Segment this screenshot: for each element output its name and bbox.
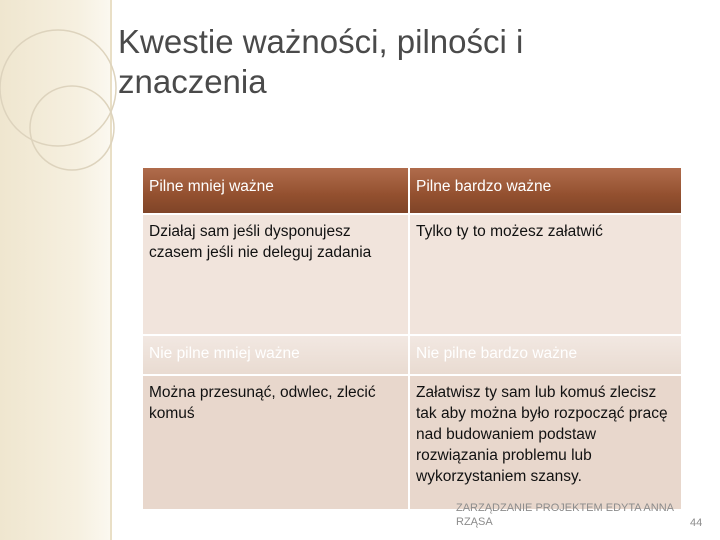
table-row <box>142 167 682 214</box>
header-not-urgent-very-important: Nie pilne bardzo ważne <box>409 335 682 375</box>
footer-author: ZARZĄDZANIE PROJEKTEM EDYTA ANNA RZĄSA <box>456 502 674 528</box>
page-number: 44 <box>690 517 703 529</box>
table-row <box>142 214 682 335</box>
priority-matrix-table <box>141 166 683 511</box>
header-urgent-less-important: Pilne mniej ważne <box>142 167 409 214</box>
cell-not-urgent-very-important: Załatwisz ty sam lub komuś zlecisz tak aby można było rozpocząć pracę nad budowaniem podstaw rozwiązania problemu lub wykorzystaniem szansy. <box>409 375 682 510</box>
cell-urgent-less-important: Działaj sam jeśli dysponujesz czasem jeśli nie deleguj zadania <box>142 214 409 335</box>
header-urgent-very-important: Pilne bardzo ważne <box>409 167 682 214</box>
table-row <box>142 375 682 510</box>
decorative-circles <box>0 0 130 200</box>
table-row <box>142 335 682 375</box>
cell-urgent-very-important: Tylko ty to możesz załatwić <box>409 214 682 335</box>
header-not-urgent-less-important: Nie pilne mniej ważne <box>142 335 409 375</box>
cell-not-urgent-less-important: Można przesunąć, odwlec, zlecić komuś <box>142 375 409 510</box>
deco-circle-small <box>30 86 114 170</box>
slide-title: Kwestie ważności, pilności i znaczenia <box>118 23 524 100</box>
